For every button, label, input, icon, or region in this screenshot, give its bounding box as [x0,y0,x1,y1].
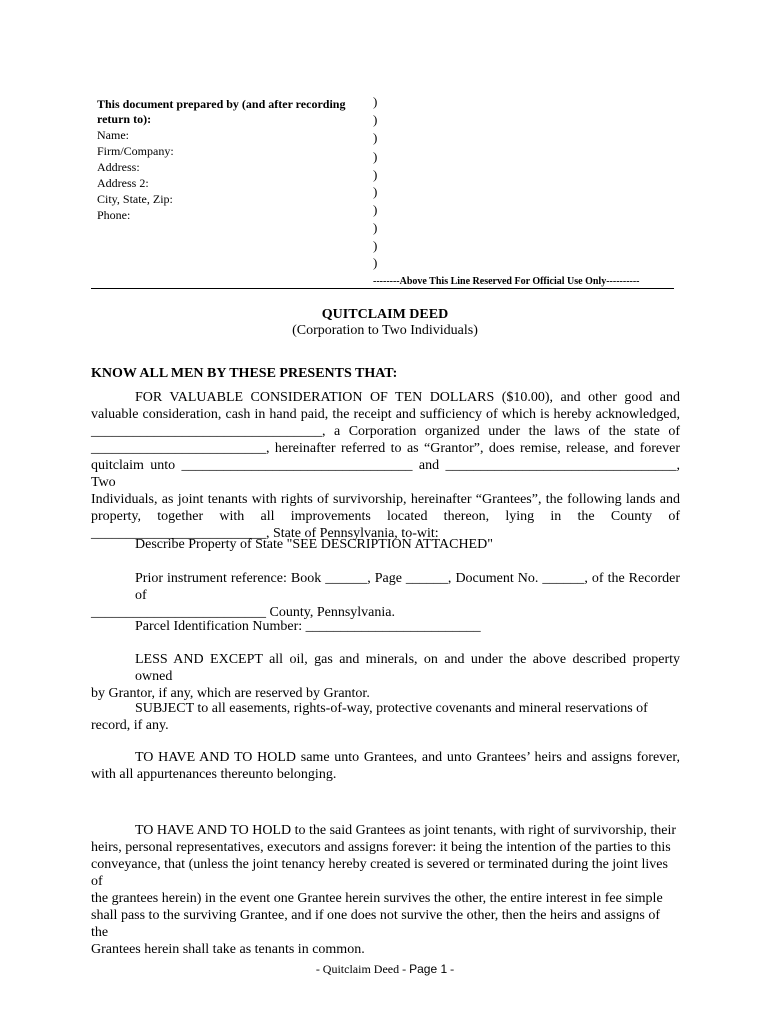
paragraph-line: _________________________________, a Corporation organized under the laws of the state of [91,424,680,439]
parcel-id-line: Parcel Identification Number: _________________________ [135,619,481,634]
return-to-label: return to): [97,112,152,126]
paragraph-line: with all appurtenances thereunto belonging. [91,767,337,782]
paragraph-line: heirs, personal representatives, executors and assigns forever: it being the intention of the parties to this [91,840,671,855]
official-use-notice: --------Above This Line Reserved For Official Use Only---------- [373,276,640,287]
paragraph-line: by Grantor, if any, which are reserved by Grantor. [91,686,370,701]
paren-mark: ) [373,220,378,235]
paren-mark: ) [373,238,378,253]
page-number: Page 1 [409,962,448,976]
address-field-label: Address: [97,160,140,174]
prior-instrument-paragraph [91,570,680,621]
paren-mark: ) [373,94,378,109]
paragraph-line: Grantees herein shall take as tenants in common. [91,942,365,957]
paragraph-line: SUBJECT to all easements, rights-of-way, protective covenants and mineral reservations of [135,701,648,716]
phone-field-label: Phone: [97,208,131,222]
paragraph-line: the grantees herein) in the event one Grantee herein survives the other, the entire interest in fee simple [91,891,663,906]
firm-field-label: Firm/Company: [97,144,174,158]
paragraph-line: LESS AND EXCEPT all oil, gas and minerals, on and under the above described property owned [135,652,680,684]
paragraph-line: quitclaim unto _________________________________ and _________________________________, Two [91,458,680,490]
paragraph-line: valuable consideration, cash in hand paid, the receipt and sufficiency of which is hereby acknowledged, [91,407,680,422]
paren-mark: ) [373,167,378,182]
address2-field-label: Address 2: [97,176,149,190]
subject-to-paragraph [91,700,680,734]
paren-mark: ) [373,202,378,217]
page-footer [0,962,770,977]
city-state-zip-field-label: City, State, Zip: [97,192,173,206]
paragraph-line: FOR VALUABLE CONSIDERATION OF TEN DOLLARS ($10.00), and other good and [135,390,680,405]
paragraph-line: _________________________ County, Pennsylvania. [91,605,395,620]
paragraph-line: _________________________, State of Pennsylvania, to-wit: [91,526,439,541]
name-field-label: Name: [97,128,129,142]
habendum-paragraph [91,749,680,783]
official-use-divider [91,288,674,289]
footer-label: - Quitclaim Deed - [315,962,407,976]
paragraph-line: _________________________, hereinafter referred to as “Grantor”, does remise, release, and forever [91,441,680,456]
paren-mark: ) [373,255,378,270]
footer-trail: - [450,962,455,976]
prepared-by-label: This document prepared by (and after recording [97,97,346,111]
paragraph-line: conveyance, that (unless the joint tenancy hereby created is severed or terminated during the joint lives of [91,857,668,889]
consideration-paragraph [91,389,680,542]
paren-mark: ) [373,149,378,164]
paragraph-line: record, if any. [91,718,169,733]
paren-mark: ) [373,184,378,199]
less-and-except-paragraph [91,651,680,702]
paren-mark: ) [373,130,378,145]
paragraph-line: TO HAVE AND TO HOLD same unto Grantees, and unto Grantees’ heirs and assigns forever, [135,750,680,765]
paragraph-line: shall pass to the surviving Grantee, and if one does not survive the other, then the heirs and assigns of the [91,908,661,940]
survivorship-paragraph [91,822,680,958]
paragraph-line: TO HAVE AND TO HOLD to the said Grantees as joint tenants, with right of survivorship, their [135,823,677,838]
paragraph-line: property, together with all improvements located thereon, lying in the County of [91,509,680,524]
know-all-heading: KNOW ALL MEN BY THESE PRESENTS THAT: [91,366,398,381]
paragraph-line: Prior instrument reference: Book ______, Page ______, Document No. ______, of the Recorder of [135,571,680,603]
property-description: Describe Property of State "SEE DESCRIPTION ATTACHED" [135,537,493,552]
paren-mark: ) [373,112,378,127]
paragraph-line: Individuals, as joint tenants with rights of survivorship, hereinafter “Grantees”, the following lands and [91,492,680,507]
document-subtitle: (Corporation to Two Individuals) [292,323,478,338]
document-title: QUITCLAIM DEED [321,307,449,322]
